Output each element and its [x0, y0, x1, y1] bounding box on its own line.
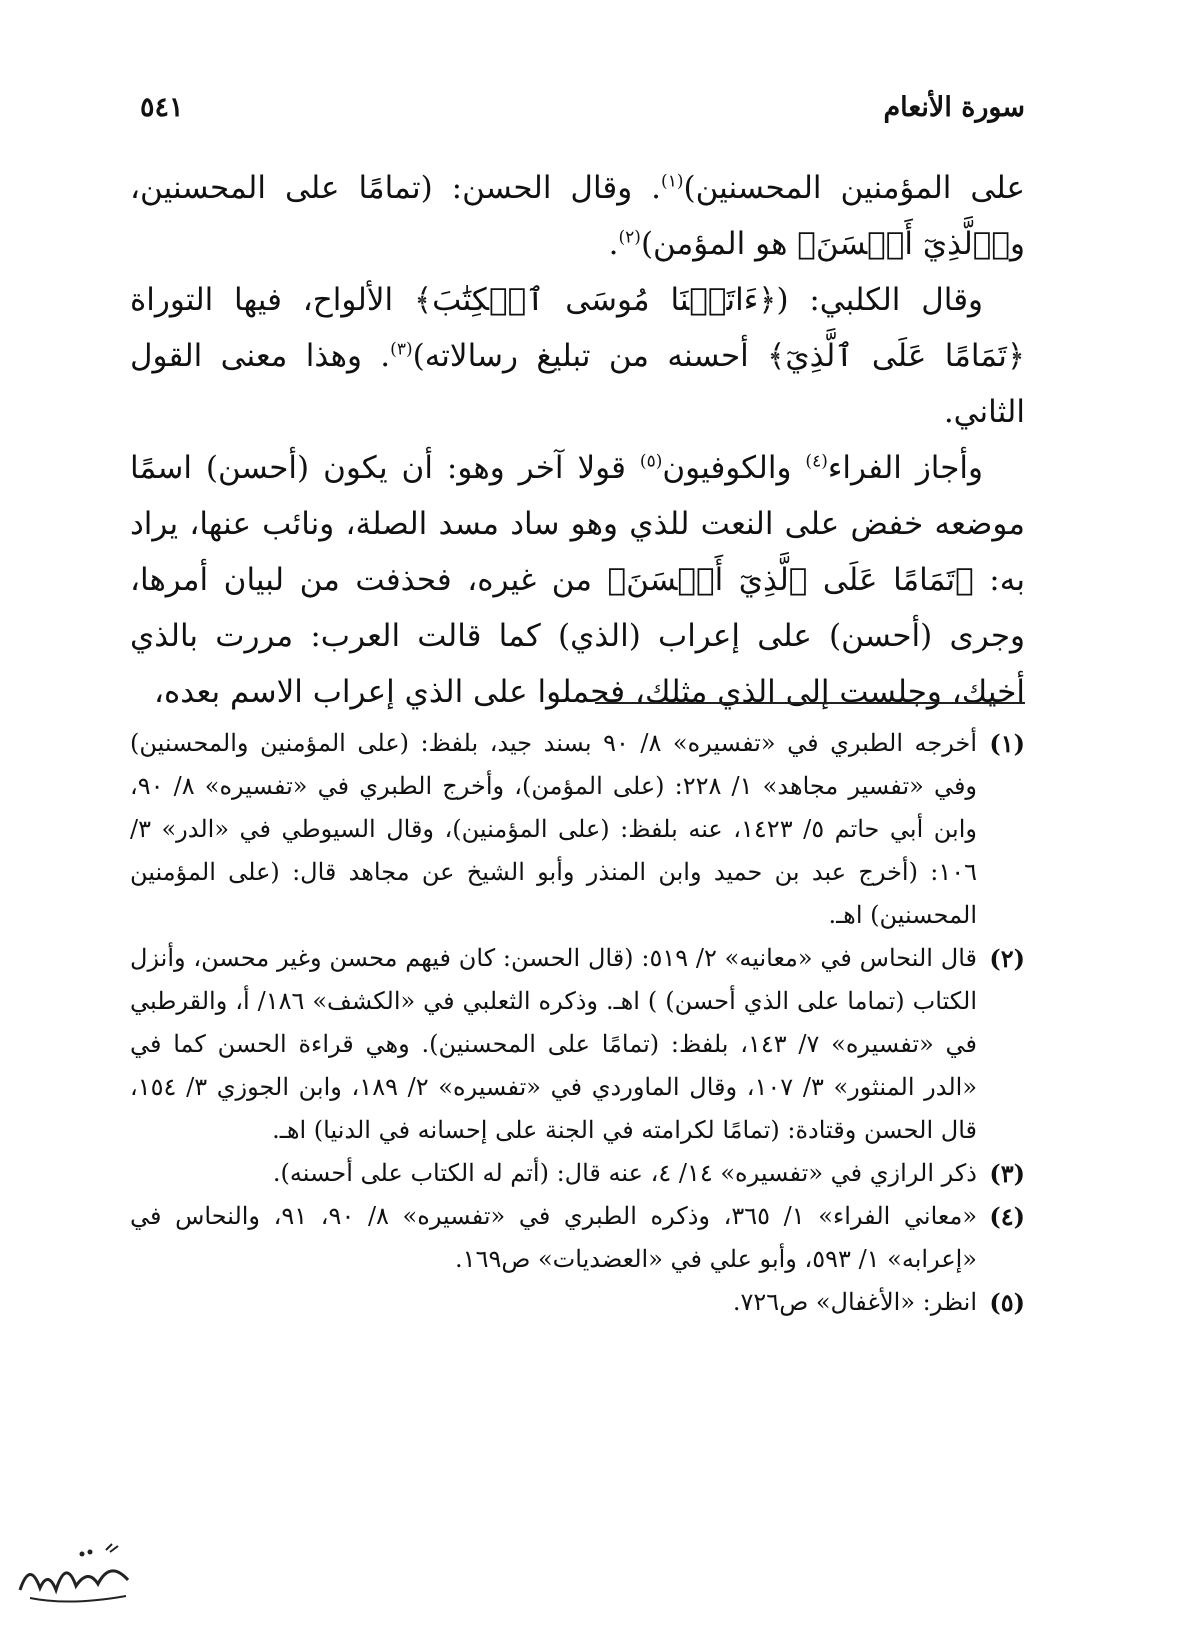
footnote-1 — [130, 722, 1025, 937]
footnote-text: ذكر الرازي في «تفسيره» ١٤/ ٤، عنه قال: (أتم له الكتاب على أحسنه). — [272, 1159, 977, 1187]
paragraph-2 — [130, 272, 1025, 440]
footnote-5 — [130, 1281, 1025, 1324]
paragraph-1 — [130, 160, 1025, 272]
footnote-text: «معاني الفراء» ١/ ٣٦٥، وذكره الطبري في «تفسيره» ٨/ ٩٠، ٩١، والنحاس في «إعرابه» ١/ ٥٩٣، وأبو علي في «العضديات» ص١٦٩. — [130, 1202, 978, 1273]
footnote-number: (٤) — [989, 1202, 1025, 1231]
footnote-ref-2[interactable]: (٢) — [618, 227, 641, 248]
footnote-number: (٥) — [989, 1288, 1025, 1317]
paragraph-3-part-a: وأجاز الفراء — [827, 450, 983, 486]
paragraph-3 — [130, 440, 1025, 720]
paragraph-3-part-b: والكوفيون — [662, 450, 806, 486]
footnote-ref-5[interactable]: (٥) — [639, 451, 663, 472]
footnote-number: (٣) — [989, 1159, 1025, 1188]
library-calligraphy-logo-icon — [10, 1540, 140, 1610]
page-header — [140, 92, 1025, 132]
footnote-text: قال النحاس في «معانيه» ٢/ ٥١٩: (قال الحسن: كان فيهم محسن وغير محسن، وأنزل الكتاب (تماما على الذي أحسن) ) اهـ. وذكره الثعلبي في «الكشف» ١٨٦/ أ، والقرطبي في «تفسيره» ٧/ ١٤٣، بلفظ: (تمامًا على المحسنين). وهي قراءة الحسن كما في «الدر المنثور» ٣/ ١٠٧، وقال الماوردي في «تفسيره» ٢/ ١٨٩، وابن الجوزي ٣/ ١٥٤، قال الحسن وقتادة: (تمامًا لكرامته في الجنة على إحسانه في الدنيا) اهـ. — [130, 944, 978, 1144]
footnote-divider — [595, 702, 1025, 704]
footnote-ref-4[interactable]: (٤) — [805, 451, 828, 472]
footnote-text: أخرجه الطبري في «تفسيره» ٨/ ٩٠ بسند جيد، بلفظ: (على المؤمنين والمحسنين) وفي «تفسير مجاهد» ١/ ٢٢٨: (على المؤمن)، وأخرج الطبري في «تفسيره» ٨/ ٩٠، وابن أبي حاتم ٥/ ١٤٢٣، عنه بلفظ: (على المؤمنين)، وقال السيوطي في «الدر» ٣/ ١٠٦: (أخرج عبد بن حميد وابن المنذر وأبو الشيخ عن مجاهد قال: (على المؤمنين المحسنين) اهـ. — [130, 729, 978, 929]
page-number: ٥٤١ — [140, 92, 184, 123]
footnote-3 — [130, 1152, 1025, 1195]
paragraph-3-part-c: قولا آخر وهو: أن يكون (أحسن) اسمًا موضعه خفض على النعت للذي وهو ساد مسد الصلة، ونائب عنها، يراد به: ﴿تَمَامًا عَلَى ٱلَّذِيٓ أَحۡسَنَ﴾ من غيره، فحذفت من لبيان أمرها، وجرى (أحسن) على إعراب (الذي) كما قالت العرب: مررت بالذي أخيك، وجلست إلى الذي مثلك، فحملوا على الذي إعراب الاسم بعده، — [130, 450, 1025, 710]
surah-title: سورة الأنعام — [883, 92, 1025, 123]
footnote-ref-3[interactable]: (٣) — [390, 339, 413, 360]
footnote-2 — [130, 937, 1025, 1152]
main-text — [130, 160, 1025, 720]
footnote-text: انظر: «الأغفال» ص٧٢٦. — [732, 1288, 977, 1316]
footnote-number: (٢) — [989, 944, 1025, 973]
paragraph-2-part-b: . وهذا معنى القول الثاني. — [130, 338, 1025, 430]
footnote-ref-1[interactable]: (١) — [661, 171, 684, 192]
footnote-4 — [130, 1195, 1025, 1281]
paragraph-2-part-a: وقال الكلبي: (﴿ءَاتَيۡنَا مُوسَى ٱلۡكِتَٰبَ﴾ الألواح، فيها التوراة ﴿تَمَامًا عَلَى ٱلَّذِيٓ﴾ أحسنه من تبليغ رسالاته) — [130, 282, 1025, 374]
paragraph-1-part-b: . وقال الحسن: (تمامًا على المحسنين، و﴿ٱلَّذِيٓ أَحۡسَنَ﴾ هو المؤمن) — [130, 170, 1025, 262]
footnote-number: (١) — [989, 729, 1025, 758]
paragraph-1-part-c: . — [608, 226, 619, 262]
footnotes — [130, 722, 1025, 1324]
paragraph-1-part-a: على المؤمنين المحسنين) — [683, 170, 1026, 206]
